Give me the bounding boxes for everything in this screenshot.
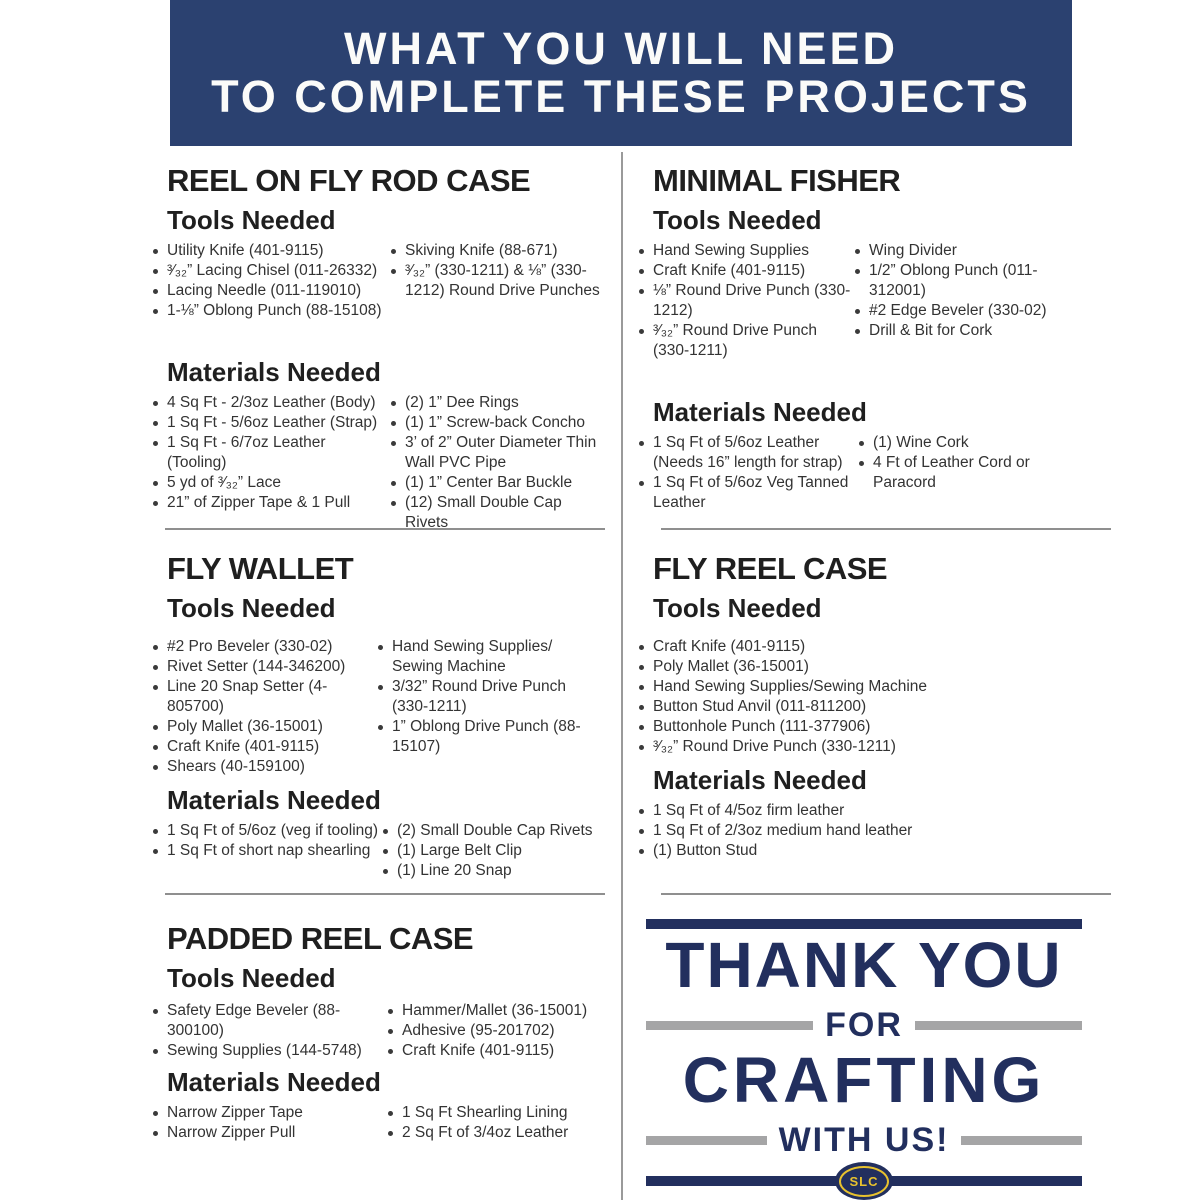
list-item: 1 Sq Ft - 5/6oz Leather (Strap) bbox=[150, 413, 388, 433]
list-item: Craft Knife (401-9115) bbox=[636, 637, 1113, 657]
list-item: (1) Large Belt Clip bbox=[380, 841, 609, 861]
thank-you-block bbox=[646, 919, 1082, 1189]
tools-column-2 bbox=[388, 241, 609, 321]
tools-list bbox=[150, 235, 609, 321]
materials-heading: Materials Needed bbox=[167, 1067, 381, 1097]
list-item: (1) Line 20 Snap bbox=[380, 861, 609, 881]
materials-column-1 bbox=[150, 821, 380, 881]
list-item: 4 Sq Ft - 2/3oz Leather (Body) bbox=[150, 393, 388, 413]
list-item: 5 yd of ³⁄₃₂” Lace bbox=[150, 473, 388, 493]
tools-heading: Tools Needed bbox=[167, 593, 336, 623]
list-item: Skiving Knife (88-671) bbox=[388, 241, 609, 261]
crafting-text: CRAFTING bbox=[682, 1044, 1046, 1116]
materials-heading: Materials Needed bbox=[167, 785, 381, 815]
list-item: 3’ of 2” Outer Diameter Thin Wall PVC Pipe bbox=[388, 433, 609, 473]
slc-logo bbox=[835, 1162, 893, 1200]
tools-list bbox=[150, 623, 609, 777]
gray-rule bbox=[646, 1136, 767, 1145]
top-rule bbox=[646, 919, 1082, 929]
section-reel-on-fly-rod-case bbox=[150, 163, 609, 533]
materials-column-1 bbox=[636, 433, 856, 513]
list-item: (12) Small Double Cap Rivets bbox=[388, 493, 609, 533]
list-item: Buttonhole Punch (111-377906) bbox=[636, 717, 1113, 737]
slc-logo-text: SLC bbox=[839, 1166, 889, 1197]
list-item: 1 Sq Ft of 5/6oz Veg Tanned Leather bbox=[636, 473, 856, 513]
list-item: Drill & Bit for Cork bbox=[852, 321, 1072, 341]
materials-list bbox=[150, 1097, 609, 1143]
gray-rule bbox=[961, 1136, 1082, 1145]
materials-heading: Materials Needed bbox=[653, 397, 867, 427]
horizontal-divider bbox=[661, 528, 1111, 530]
list-item: Hand Sewing Supplies/ Sewing Machine bbox=[375, 637, 590, 677]
materials-column-1 bbox=[150, 393, 388, 533]
for-text: FOR bbox=[825, 1006, 903, 1044]
section-title: MINIMAL FISHER bbox=[653, 163, 901, 198]
list-item: (1) 1” Center Bar Buckle bbox=[388, 473, 609, 493]
tools-column-2 bbox=[852, 241, 1072, 361]
list-item: Sewing Supplies (144-5748) bbox=[150, 1041, 385, 1061]
materials-list bbox=[636, 801, 1113, 861]
list-item: 3/32” Round Drive Punch (330-1211) bbox=[375, 677, 590, 717]
list-item: Craft Knife (401-9115) bbox=[385, 1041, 609, 1061]
for-row bbox=[646, 1006, 1082, 1045]
tools-column-1 bbox=[636, 241, 852, 361]
list-item: Shears (40-159100) bbox=[150, 757, 375, 777]
materials-list bbox=[150, 815, 609, 881]
section-title: FLY REEL CASE bbox=[653, 551, 888, 586]
list-item: (1) 1” Screw-back Concho bbox=[388, 413, 609, 433]
materials-list bbox=[150, 387, 609, 533]
list-item: 1-⅛” Oblong Punch (88-15108) bbox=[150, 301, 388, 321]
materials-column-2 bbox=[388, 393, 609, 533]
tools-column-1 bbox=[150, 1001, 385, 1061]
list-item: Hand Sewing Supplies/Sewing Machine bbox=[636, 677, 1113, 697]
list-item: 1 Sq Ft of 5/6oz Leather (Needs 16” length for strap) bbox=[636, 433, 856, 473]
list-item: Craft Knife (401-9115) bbox=[636, 261, 852, 281]
thank-you-text: THANK YOU bbox=[665, 929, 1063, 1001]
list-item: Line 20 Snap Setter (4-805700) bbox=[150, 677, 375, 717]
section-padded-reel-case bbox=[150, 921, 609, 1143]
list-item: Poly Mallet (36-15001) bbox=[636, 657, 1113, 677]
materials-column-2 bbox=[385, 1103, 609, 1143]
materials-column-2 bbox=[856, 433, 1076, 513]
list-item: ³⁄₃₂” Round Drive Punch (330-1211) bbox=[636, 737, 1113, 757]
list-item: Narrow Zipper Tape bbox=[150, 1103, 385, 1123]
list-item: Lacing Needle (011-119010) bbox=[150, 281, 388, 301]
section-title: PADDED REEL CASE bbox=[167, 921, 474, 956]
materials-column-2 bbox=[380, 821, 609, 881]
tools-heading: Tools Needed bbox=[653, 593, 822, 623]
list-item: ⅛” Round Drive Punch (330-1212) bbox=[636, 281, 852, 321]
list-item: 1 Sq Ft - 6/7oz Leather (Tooling) bbox=[150, 433, 388, 473]
list-item: 4 Ft of Leather Cord or Paracord bbox=[856, 453, 1076, 493]
list-item: (1) Button Stud bbox=[636, 841, 1113, 861]
list-item: Narrow Zipper Pull bbox=[150, 1123, 385, 1143]
list-item: 1 Sq Ft of 5/6oz (veg if tooling) bbox=[150, 821, 380, 841]
materials-list bbox=[636, 427, 1113, 513]
list-item: Safety Edge Beveler (88-300100) bbox=[150, 1001, 385, 1041]
tools-column-2 bbox=[375, 637, 590, 777]
gray-rule bbox=[646, 1021, 813, 1030]
list-item: Rivet Setter (144-346200) bbox=[150, 657, 375, 677]
list-item: Hammer/Mallet (36-15001) bbox=[385, 1001, 609, 1021]
list-item: (2) Small Double Cap Rivets bbox=[380, 821, 609, 841]
horizontal-divider bbox=[165, 893, 605, 895]
list-item: ³⁄₃₂” Round Drive Punch (330-1211) bbox=[636, 321, 852, 361]
materials-heading: Materials Needed bbox=[167, 357, 381, 387]
header-title-line1: WHAT YOU WILL NEED bbox=[344, 23, 898, 74]
list-item: 2 Sq Ft of 3/4oz Leather bbox=[385, 1123, 609, 1143]
tools-heading: Tools Needed bbox=[167, 205, 336, 235]
with-us-text: WITH US! bbox=[778, 1121, 950, 1159]
list-item: (2) 1” Dee Rings bbox=[388, 393, 609, 413]
tools-column-1 bbox=[150, 637, 375, 777]
tools-list bbox=[636, 235, 1113, 361]
list-item: Adhesive (95-201702) bbox=[385, 1021, 609, 1041]
list-item: #2 Pro Beveler (330-02) bbox=[150, 637, 375, 657]
list-item: Button Stud Anvil (011-811200) bbox=[636, 697, 1113, 717]
tools-column-1 bbox=[150, 241, 388, 321]
list-item: 1 Sq Ft of short nap shearling bbox=[150, 841, 380, 861]
list-item: ³⁄₃₂” Lacing Chisel (011-26332) bbox=[150, 261, 388, 281]
header-banner bbox=[170, 0, 1072, 146]
list-item: Poly Mallet (36-15001) bbox=[150, 717, 375, 737]
list-item: #2 Edge Beveler (330-02) bbox=[852, 301, 1072, 321]
section-fly-reel-case bbox=[636, 551, 1113, 861]
list-item: Hand Sewing Supplies bbox=[636, 241, 852, 261]
section-title: REEL ON FLY ROD CASE bbox=[167, 163, 531, 198]
tools-heading: Tools Needed bbox=[167, 963, 336, 993]
section-fly-wallet bbox=[150, 551, 609, 881]
list-item: Craft Knife (401-9115) bbox=[150, 737, 375, 757]
with-us-row bbox=[646, 1121, 1082, 1160]
bottom-rule-row bbox=[646, 1173, 1082, 1189]
tools-list bbox=[150, 993, 609, 1061]
list-item: (1) Wine Cork bbox=[856, 433, 1076, 453]
section-title: FLY WALLET bbox=[167, 551, 354, 586]
list-item: ³⁄₃₂” (330-1211) & ⅛” (330-1212) Round Drive Punches bbox=[388, 261, 609, 301]
list-item: 1 Sq Ft Shearling Lining bbox=[385, 1103, 609, 1123]
list-item: 1 Sq Ft of 2/3oz medium hand leather bbox=[636, 821, 1113, 841]
list-item: 21” of Zipper Tape & 1 Pull bbox=[150, 493, 388, 513]
list-item: Utility Knife (401-9115) bbox=[150, 241, 388, 261]
list-item: 1/2” Oblong Punch (011-312001) bbox=[852, 261, 1072, 301]
gray-rule bbox=[915, 1021, 1082, 1030]
tools-column-2 bbox=[385, 1001, 609, 1061]
tools-heading: Tools Needed bbox=[653, 205, 822, 235]
list-item: Wing Divider bbox=[852, 241, 1072, 261]
materials-column-1 bbox=[150, 1103, 385, 1143]
list-item: 1 Sq Ft of 4/5oz firm leather bbox=[636, 801, 1113, 821]
vertical-divider bbox=[621, 152, 623, 1200]
tools-list bbox=[636, 637, 1113, 757]
section-minimal-fisher bbox=[636, 163, 1113, 513]
materials-heading: Materials Needed bbox=[653, 765, 867, 795]
horizontal-divider bbox=[661, 893, 1111, 895]
header-title-line2: TO COMPLETE THESE PROJECTS bbox=[211, 71, 1031, 122]
list-item: 1” Oblong Drive Punch (88-15107) bbox=[375, 717, 590, 757]
